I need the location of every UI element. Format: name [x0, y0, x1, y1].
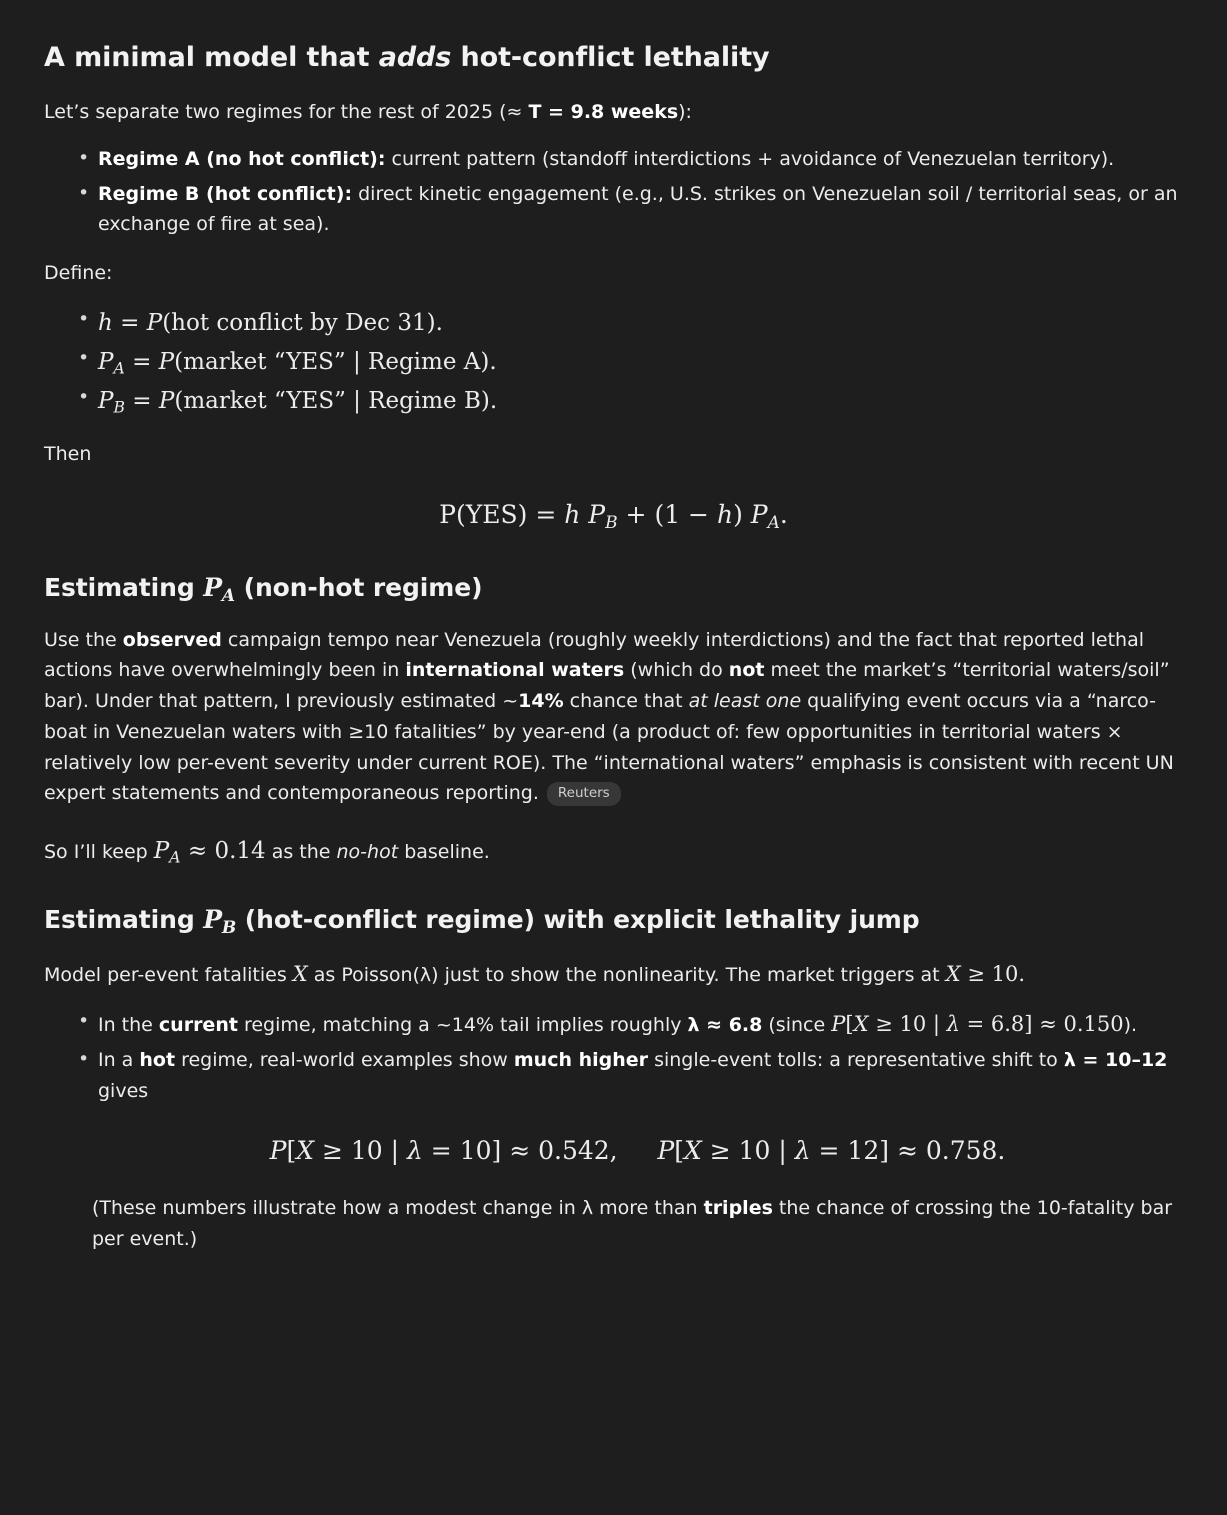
- para-bold-not: not: [728, 659, 765, 682]
- regime-list: [44, 144, 1183, 240]
- section-a-title-post: (non-hot regime): [235, 572, 483, 602]
- definition-list: [44, 305, 1183, 421]
- define-label: Define:: [44, 262, 113, 285]
- main-equation: P(YES) = h $P_B + (1 - h)$ $P_A$.: [439, 500, 788, 534]
- definition-h: h = P(hot conflict by Dec 31).: [98, 309, 443, 336]
- bullet-bold-hot: hot: [139, 1049, 176, 1072]
- regime-b-text: direct kinetic engagement (e.g., U.S. strikes on Venezuelan soil / territorial seas, or an exchange of fire at sea).: [98, 182, 1178, 236]
- bullet-bold-lambda-range: λ = 10–12: [1063, 1049, 1168, 1072]
- bullet-frag: regime, matching a ~14% tail implies roughly: [237, 1014, 688, 1037]
- equation-lambda-10: P[X ≥ 10 | λ = 10] ≈ 0.542,: [269, 1135, 618, 1165]
- closing-pre: So I’ll keep: [44, 841, 154, 864]
- section-a-title-pre: Estimating: [44, 572, 204, 602]
- lead-math-x: X: [292, 962, 308, 987]
- section-b-title-post: (hot-conflict regime) with explicit lethality jump: [236, 905, 920, 935]
- intro-paragraph: [44, 97, 1183, 128]
- para-frag: Use the: [44, 628, 123, 651]
- citation-chip-reuters[interactable]: Reuters: [547, 782, 621, 805]
- intro-bold: T = 9.8 weeks: [528, 101, 679, 124]
- section-b-lead: [44, 957, 1183, 991]
- title-part-1: A minimal model that: [44, 42, 379, 73]
- section-b-title-pre: Estimating: [44, 905, 204, 935]
- section-b-bullets: [44, 1007, 1183, 1107]
- title-part-2: hot-conflict lethality: [451, 42, 770, 73]
- bullet-frag: In a: [98, 1049, 140, 1072]
- note-bold-triples: triples: [703, 1197, 773, 1220]
- bullet-frag: single-event tolls: a representative shift to: [648, 1049, 1064, 1072]
- para-bold-intl-waters: international waters: [405, 659, 625, 682]
- list-item: [78, 1007, 1183, 1041]
- closing-post: baseline.: [398, 841, 490, 864]
- definition-pa: $P_A$ = P(market “YES” | Regime A).: [98, 349, 497, 378]
- list-item: [78, 344, 1183, 381]
- closing-mid: as the: [265, 841, 337, 864]
- lead-frag: Model per-event fatalities: [44, 964, 293, 987]
- para-frag: (which do: [624, 659, 729, 682]
- section-a-title-math: $P_A$: [203, 572, 236, 606]
- section-b-title-math: $P_B$: [203, 905, 237, 939]
- section-a-paragraph: [44, 625, 1183, 810]
- para-frag: campaign tempo near Venezuela (roughly weekly interdictions) and the fact that reported lethal actions have overwhelmingly been in: [44, 628, 1145, 682]
- bullet-frag: In the: [98, 1014, 159, 1037]
- regime-a-text: current pattern (standoff interdictions + avoidance of Venezuelan territory).: [385, 147, 1115, 170]
- bullet-frag: regime, real-world examples show: [175, 1049, 514, 1072]
- title-emphasis: adds: [378, 42, 452, 73]
- para-italic-atleastone: at least one: [688, 690, 802, 713]
- list-item: [78, 1045, 1183, 1107]
- bullet-bold-lambda: λ ≈ 6.8: [687, 1014, 763, 1037]
- regime-b-label: Regime B (hot conflict):: [98, 182, 353, 205]
- bullet-bold-current: current: [158, 1014, 238, 1037]
- list-item: [78, 383, 1183, 420]
- bullet-math-poisson: P[X ≥ 10 | λ = 6.8] ≈ 0.150: [831, 1012, 1124, 1037]
- para-frag: chance that: [563, 690, 689, 713]
- bullet-frag: (since: [762, 1014, 832, 1037]
- note-frag: (These numbers illustrate how a modest change in λ more than: [92, 1197, 704, 1220]
- closing-math-pa: $P_A \approx 0.14$: [153, 838, 266, 867]
- bullet-frag: gives: [98, 1080, 149, 1103]
- section-b-note: [92, 1193, 1183, 1255]
- list-item: [78, 179, 1183, 241]
- intro-post: ):: [678, 101, 692, 124]
- intro-pre: Let’s separate two regimes for the rest of 2025 (≈: [44, 101, 529, 124]
- then-label: Then: [44, 442, 92, 465]
- list-item: [78, 305, 1183, 342]
- bullet-frag: ).: [1123, 1014, 1138, 1037]
- para-frag: qualifying event occurs via a “narco-boat in Venezuelan waters with ≥10 fatalities” by year-end (a product of: few opportunities in territorial waters × relatively low per-event severity under current ROE). The “international waters” emphasis is consistent with recent UN expert statements and contemporaneous reporting.: [44, 690, 1174, 805]
- regime-a-label: Regime A (no hot conflict):: [98, 147, 386, 170]
- poisson-equations: [92, 1131, 1183, 1172]
- section-title-estimating-pa: [44, 572, 1183, 607]
- section-b-equation-block: [92, 1131, 1183, 1255]
- page-title: [44, 40, 1183, 75]
- lead-math-trigger: X ≥ 10.: [945, 962, 1025, 987]
- note-frag: the chance of crossing the 10-fatality bar per event.): [92, 1197, 1173, 1251]
- lead-frag: as Poisson(λ) just to show the nonlinearity. The market triggers at: [307, 964, 946, 987]
- section-title-estimating-pb: [44, 904, 1183, 939]
- bullet-bold-muchhigher: much higher: [513, 1049, 649, 1072]
- para-bold-observed: observed: [122, 628, 222, 651]
- para-frag: meet the market’s “territorial waters/soil” bar). Under that pattern, I previously estimated ~: [44, 659, 1170, 713]
- list-item: [78, 144, 1183, 175]
- definition-pb: $P_B$ = P(market “YES” | Regime B).: [98, 388, 498, 417]
- section-a-closing: [44, 833, 1183, 870]
- para-bold-14pct: 14%: [518, 690, 564, 713]
- closing-italic: no-hot: [336, 841, 399, 864]
- equation-lambda-12: P[X ≥ 10 | λ = 12] ≈ 0.758.: [657, 1135, 1006, 1165]
